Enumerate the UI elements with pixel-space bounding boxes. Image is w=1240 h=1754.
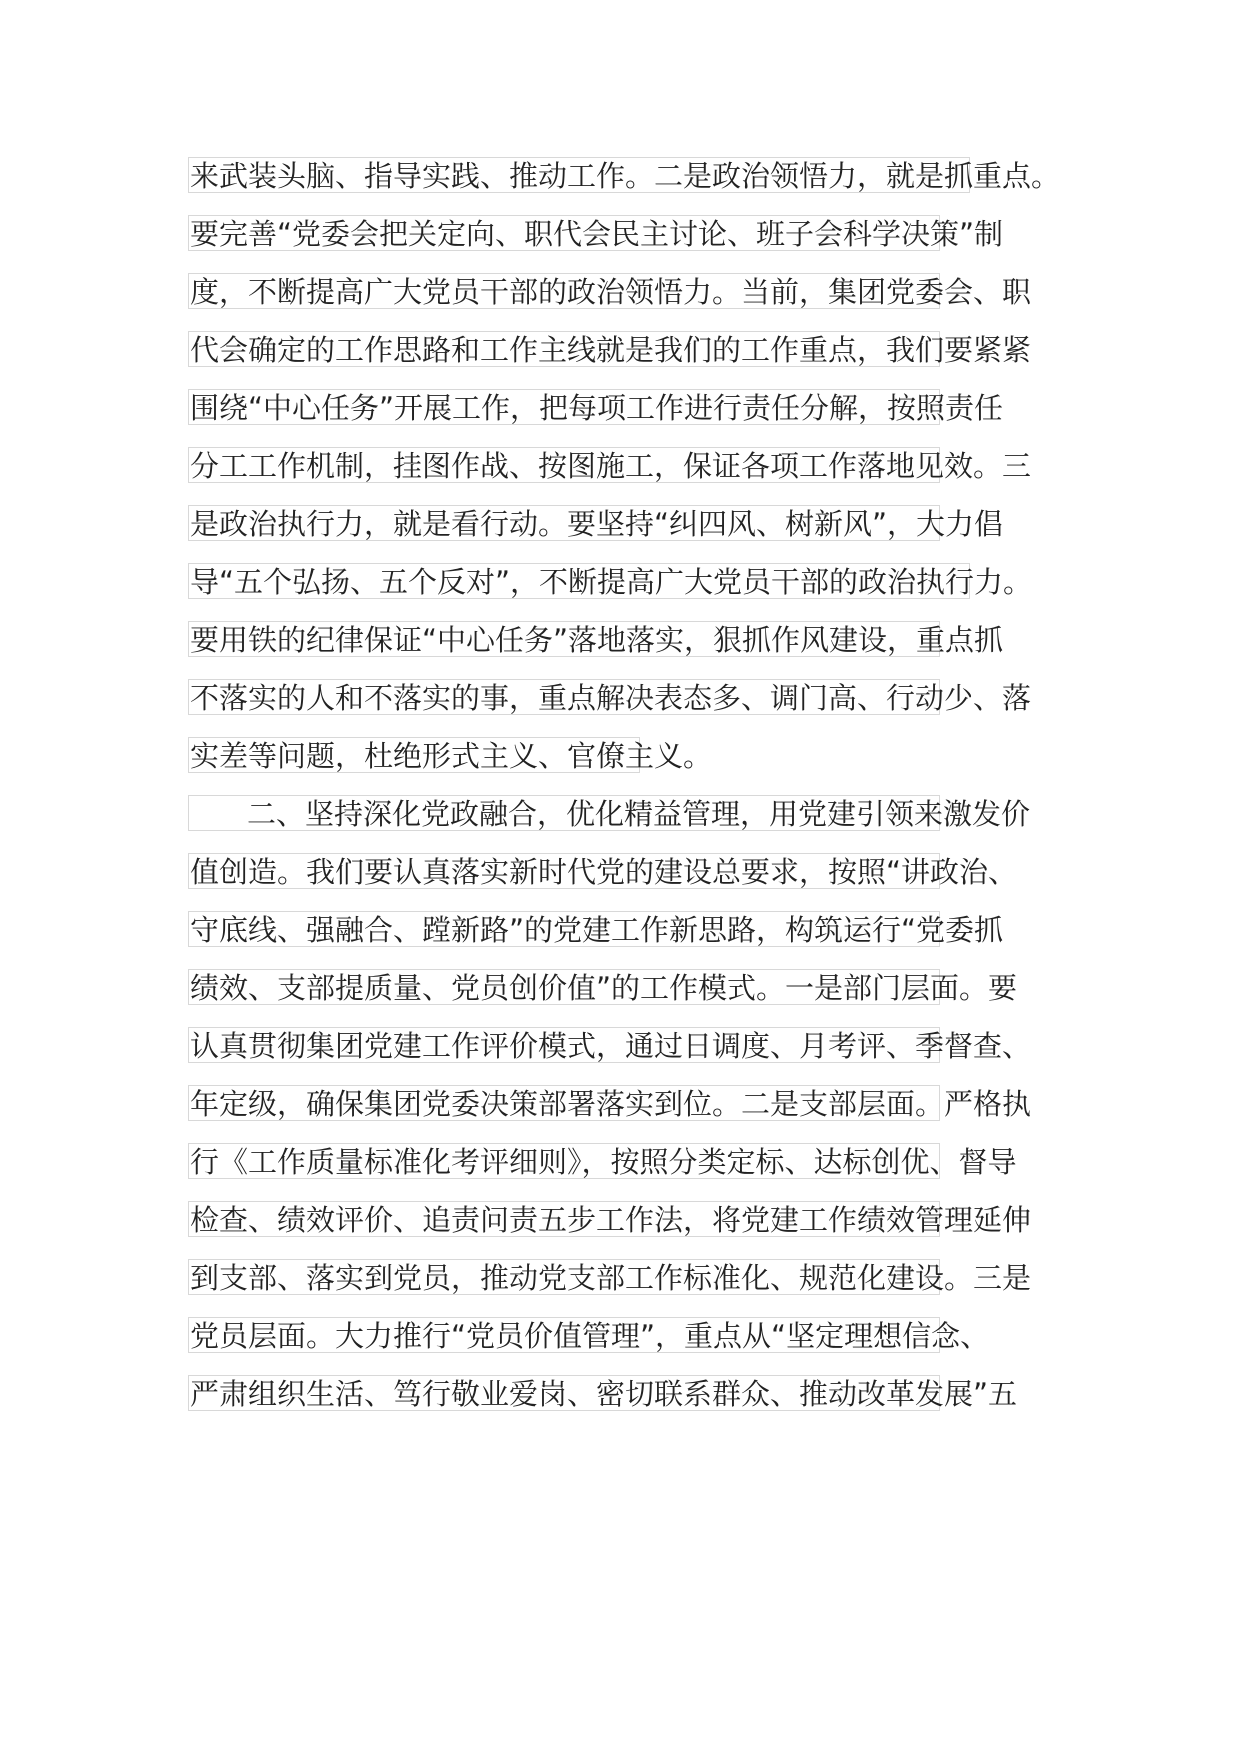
text-line: 是政治执行力，就是看行动。要坚持“纠四风、树新风”，大力倡 <box>190 507 1004 541</box>
text-line: 检查、绩效评价、追责问责五步工作法，将党建工作绩效管理延伸 <box>190 1203 1032 1237</box>
text-line: 守底线、强融合、蹚新路”的党建工作新思路，构筑运行“党委抓 <box>190 913 1004 947</box>
text-line: 分工工作机制，挂图作战、按图施工，保证各项工作落地见效。三 <box>190 449 1032 483</box>
text-line: 不落实的人和不落实的事，重点解决表态多、调门高、行动少、落 <box>190 681 1032 715</box>
text-line: 值创造。我们要认真落实新时代党的建设总要求，按照“讲政治、 <box>190 855 1018 889</box>
text-line: 代会确定的工作思路和工作主线就是我们的工作重点，我们要紧紧 <box>190 333 1032 367</box>
text-line: 党员层面。大力推行“党员价值管理”，重点从“坚定理想信念、 <box>190 1319 990 1353</box>
text-line: 导“五个弘扬、五个反对”，不断提高广大党员干部的政治执行力。 <box>190 565 1033 599</box>
text-line: 严肃组织生活、笃行敬业爱岗、密切联系群众、推动改革发展”五 <box>190 1377 1018 1411</box>
text-line: 认真贯彻集团党建工作评价模式，通过日调度、月考评、季督查、 <box>190 1029 1032 1063</box>
paragraph-heading-line: 二、坚持深化党政融合，优化精益管理，用党建引领来激发价 <box>188 795 940 831</box>
text-line: 到支部、落实到党员，推动党支部工作标准化、规范化建设。三是 <box>190 1261 1032 1295</box>
text-line: 要完善“党委会把关定向、职代会民主讨论、班子会科学决策”制 <box>190 217 1004 251</box>
text-line: 行《工作质量标准化考评细则》，按照分类定标、达标创优、督导 <box>190 1145 1017 1179</box>
text-line: 度，不断提高广大党员干部的政治领悟力。当前，集团党委会、职 <box>190 275 1032 309</box>
text-line: 来武装头脑、指导实践、推动工作。二是政治领悟力，就是抓重点。 <box>190 159 1061 193</box>
text-line: 绩效、支部提质量、党员创价值”的工作模式。一是部门层面。要 <box>190 971 1018 1005</box>
text-line: 实差等问题，杜绝形式主义、官僚主义。 <box>190 739 713 773</box>
text-line: 年定级，确保集团党委决策部署落实到位。二是支部层面。严格执 <box>190 1087 1032 1121</box>
text-line: 要用铁的纪律保证“中心任务”落地落实，狠抓作风建设，重点抓 <box>190 623 1004 657</box>
text-line: 围绕“中心任务”开展工作，把每项工作进行责任分解，按照责任 <box>190 391 1004 425</box>
